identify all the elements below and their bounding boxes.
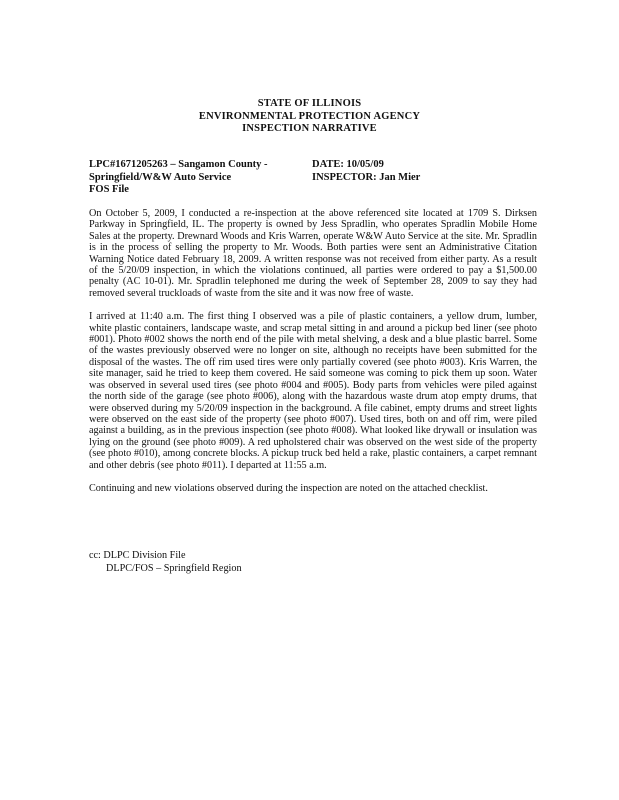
inspector-name: INSPECTOR: Jan Mier	[312, 171, 421, 183]
cc-list	[89, 549, 242, 575]
inspection-info	[312, 159, 420, 184]
cc-line-1: cc: DLPC Division File	[89, 550, 186, 561]
inspection-date: DATE: 10/05/09	[312, 159, 384, 170]
header-title: INSPECTION NARRATIVE	[242, 123, 377, 134]
narrative-paragraph-2: I arrived at 11:40 a.m. The first thing I observed was a pile of plastic containers, a yellow drum, lumber, white plastic containers, landscape waste, and scrap metal sitting in and around a pickup bed liner (see photo #001). Photo #002 shows the north end of the pile with metal shelving, a desk and a blue plastic barrel. Some of the wastes previously observed were no longer on site, although no receipts have been submitted for the disposal of the wastes. The off rim used tires were only partially covered (see photo #003). Kris Warren, the site manager, said he tried to keep them covered. He said someone was coming to pick them up soon. Water was observed in several used tires (see photo #004 and #005). Body parts from vehicles were piled against the north side of the garage (see photo #006), along with the hazardous waste drum atop empty drums, that were observed during my 5/20/09 inspection in the background. A file cabinet, empty drums and street lights were observed on the east side of the property (see photo #007). Used tires, both on and off rim, were piled against a building, as in the previous inspection (see photo #008). What looked like drywall or insulation was lying on the ground (see photo #009). A red upholstered chair was observed on the west side of the property (see photo #010), among concrete blocks. A pickup truck bed held a rake, plastic containers, a carpet remnant and other debris (see photo #011). I departed at 11:55 a.m.	[89, 311, 537, 471]
document-header	[0, 98, 619, 136]
site-info	[89, 159, 268, 197]
narrative-paragraph-3: Continuing and new violations observed during the inspection are noted on the attached checklist.	[89, 482, 488, 494]
narrative-paragraph-1: On October 5, 2009, I conducted a re-inspection at the above referenced site located at 1709 S. Dirksen Parkway in Springfield, IL. The property is owned by Jess Spradlin, who operates Spradlin Mobile Home Sales at the property. Drewnard Woods and Kris Warren, operate W&W Auto Service at the site. Mr. Spradlin is in the process of selling the property to Mr. Woods. Both parties were sent an Administrative Citation Warning Notice dated February 18, 2009. A written response was not received from either party. As a result of the 5/20/09 inspection, in which the violations continued, all parties were ordered to pay a $1,500.00 penalty (AC 10-01). Mr. Spradlin telephoned me during the week of September 28, 2009 to say they had removed several truckloads of waste from the site and it was now free of waste.	[89, 208, 537, 299]
site-name: Springfield/W&W Auto Service	[89, 171, 232, 183]
header-agency: ENVIRONMENTAL PROTECTION AGENCY	[198, 110, 421, 122]
site-id: LPC#1671205263 – Sangamon County -	[89, 159, 268, 170]
cc-line-2: DLPC/FOS – Springfield Region	[106, 563, 242, 574]
file-type: FOS File	[89, 184, 129, 195]
header-state: STATE OF ILLINOIS	[257, 98, 362, 109]
narrative-body	[89, 208, 537, 506]
